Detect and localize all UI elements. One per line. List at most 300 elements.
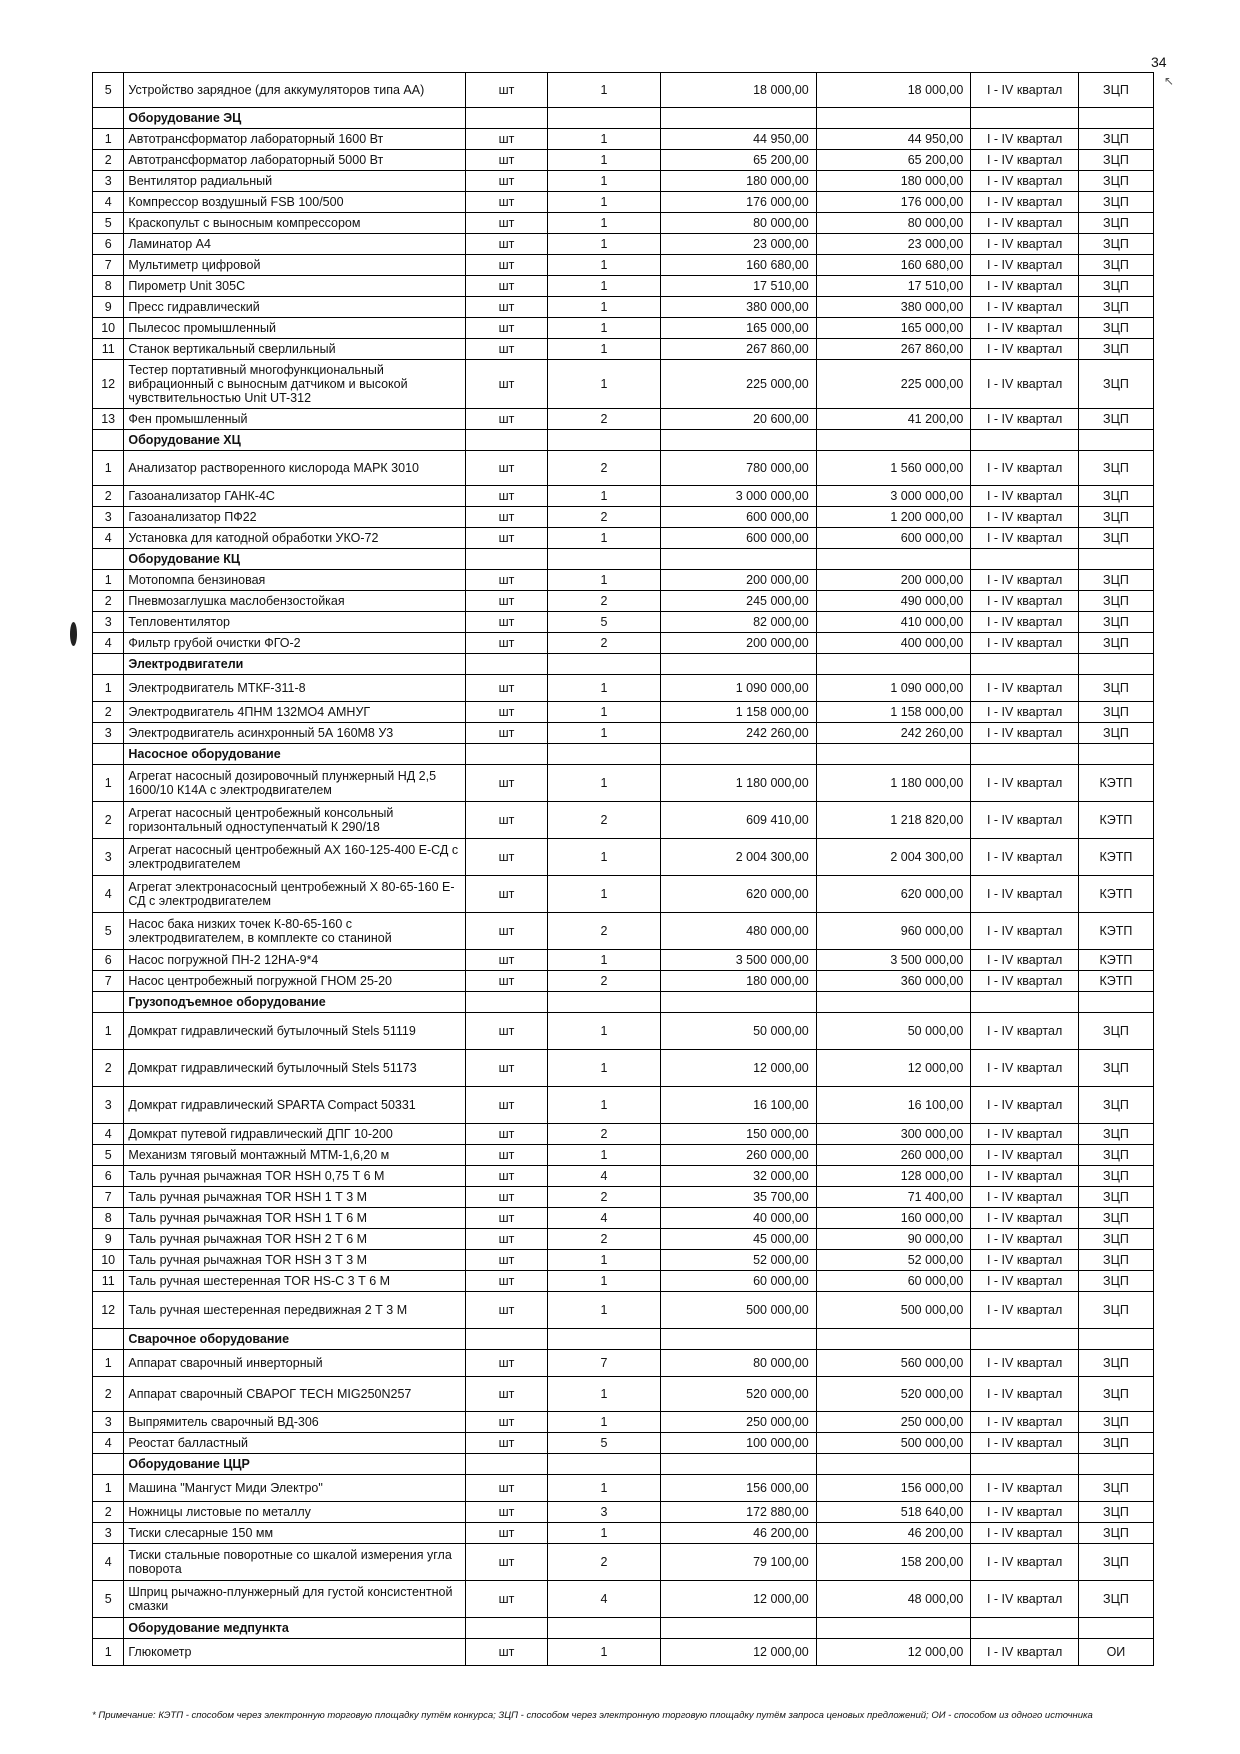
unit-price-cell: 50 000,00 [661, 1013, 817, 1050]
table-row [93, 1229, 1154, 1250]
quantity-cell: 3 [547, 1502, 660, 1523]
quantity-cell: 2 [547, 633, 660, 654]
method-cell: ЗЦП [1078, 1523, 1153, 1544]
unit-cell: шт [466, 171, 548, 192]
method-cell: ЗЦП [1078, 675, 1153, 702]
unit-cell: шт [466, 702, 548, 723]
method-cell: ЗЦП [1078, 255, 1153, 276]
period-cell: I - IV квартал [971, 723, 1079, 744]
section-title: Оборудование ЭЦ [124, 108, 466, 129]
total-cell: 1 180 000,00 [816, 765, 971, 802]
section-title: Оборудование медпункта [124, 1618, 466, 1639]
table-row [93, 633, 1154, 654]
unit-price-cell: 245 000,00 [661, 591, 817, 612]
table-row [93, 1166, 1154, 1187]
table-row [93, 765, 1154, 802]
item-name: Устройство зарядное (для аккумуляторов типа АА) [124, 73, 466, 108]
empty-cell [547, 1329, 660, 1350]
method-cell: КЭТП [1078, 876, 1153, 913]
quantity-cell: 2 [547, 1124, 660, 1145]
row-number: 3 [93, 723, 124, 744]
method-cell: ЗЦП [1078, 528, 1153, 549]
section-title: Оборудование КЦ [124, 549, 466, 570]
table-row [93, 1050, 1154, 1087]
period-cell: I - IV квартал [971, 129, 1079, 150]
quantity-cell: 1 [547, 876, 660, 913]
total-cell: 600 000,00 [816, 528, 971, 549]
quantity-cell: 1 [547, 1292, 660, 1329]
row-number: 9 [93, 1229, 124, 1250]
unit-price-cell: 160 680,00 [661, 255, 817, 276]
total-cell: 23 000,00 [816, 234, 971, 255]
empty-cell [93, 1454, 124, 1475]
unit-cell: шт [466, 297, 548, 318]
unit-cell: шт [466, 1166, 548, 1187]
method-cell: ЗЦП [1078, 360, 1153, 409]
quantity-cell: 1 [547, 234, 660, 255]
empty-cell [816, 744, 971, 765]
unit-price-cell: 79 100,00 [661, 1544, 817, 1581]
period-cell: I - IV квартал [971, 1377, 1079, 1412]
table-row [93, 1145, 1154, 1166]
procurement-table [92, 72, 1154, 1666]
unit-price-cell: 200 000,00 [661, 570, 817, 591]
method-cell: ЗЦП [1078, 1050, 1153, 1087]
period-cell: I - IV квартал [971, 1013, 1079, 1050]
quantity-cell: 1 [547, 1523, 660, 1544]
table-row [93, 276, 1154, 297]
unit-cell: шт [466, 1377, 548, 1412]
total-cell: 360 000,00 [816, 971, 971, 992]
method-cell: ЗЦП [1078, 1292, 1153, 1329]
item-name: Ламинатор А4 [124, 234, 466, 255]
quantity-cell: 2 [547, 1229, 660, 1250]
row-number: 10 [93, 1250, 124, 1271]
table-row [93, 612, 1154, 633]
table-row [93, 570, 1154, 591]
section-row [93, 1618, 1154, 1639]
item-name: Агрегат насосный центробежный АХ 160-125-400 Е-СД с электродвигателем [124, 839, 466, 876]
unit-price-cell: 176 000,00 [661, 192, 817, 213]
row-number: 1 [93, 451, 124, 486]
method-cell: КЭТП [1078, 913, 1153, 950]
item-name: Агрегат электронасосный центробежный Х 80-65-160 Е-СД с электродвигателем [124, 876, 466, 913]
unit-price-cell: 52 000,00 [661, 1250, 817, 1271]
period-cell: I - IV квартал [971, 1581, 1079, 1618]
row-number: 2 [93, 150, 124, 171]
table-row [93, 129, 1154, 150]
method-cell: ЗЦП [1078, 1087, 1153, 1124]
unit-price-cell: 780 000,00 [661, 451, 817, 486]
unit-cell: шт [466, 129, 548, 150]
total-cell: 1 218 820,00 [816, 802, 971, 839]
total-cell: 3 000 000,00 [816, 486, 971, 507]
method-cell: ЗЦП [1078, 150, 1153, 171]
unit-cell: шт [466, 528, 548, 549]
unit-cell: шт [466, 276, 548, 297]
table-row [93, 702, 1154, 723]
row-number: 13 [93, 409, 124, 430]
unit-cell: шт [466, 486, 548, 507]
unit-price-cell: 3 500 000,00 [661, 950, 817, 971]
item-name: Фильтр грубой очистки ФГО-2 [124, 633, 466, 654]
item-name: Агрегат насосный дозировочный плунжерный НД 2,5 1600/10 К14А с электродвигателем [124, 765, 466, 802]
unit-price-cell: 80 000,00 [661, 1350, 817, 1377]
method-cell: ЗЦП [1078, 1544, 1153, 1581]
method-cell: ЗЦП [1078, 297, 1153, 318]
method-cell: ЗЦП [1078, 192, 1153, 213]
method-cell: ЗЦП [1078, 1013, 1153, 1050]
table-row [93, 1271, 1154, 1292]
row-number: 2 [93, 702, 124, 723]
unit-cell: шт [466, 409, 548, 430]
empty-cell [93, 1618, 124, 1639]
unit-cell: шт [466, 612, 548, 633]
unit-price-cell: 225 000,00 [661, 360, 817, 409]
empty-cell [466, 108, 548, 129]
method-cell: КЭТП [1078, 971, 1153, 992]
empty-cell [93, 430, 124, 451]
item-name: Насос бака низких точек К-80-65-160 с электродвигателем, в комплекте со станиной [124, 913, 466, 950]
method-cell: ЗЦП [1078, 1145, 1153, 1166]
unit-cell: шт [466, 255, 548, 276]
total-cell: 1 560 000,00 [816, 451, 971, 486]
method-cell: ЗЦП [1078, 1475, 1153, 1502]
method-cell: ЗЦП [1078, 570, 1153, 591]
unit-price-cell: 165 000,00 [661, 318, 817, 339]
quantity-cell: 1 [547, 1013, 660, 1050]
method-cell: ЗЦП [1078, 507, 1153, 528]
empty-cell [661, 108, 817, 129]
table-row [93, 73, 1154, 108]
method-cell: КЭТП [1078, 950, 1153, 971]
method-cell: ЗЦП [1078, 702, 1153, 723]
method-cell: ЗЦП [1078, 276, 1153, 297]
total-cell: 225 000,00 [816, 360, 971, 409]
empty-cell [1078, 430, 1153, 451]
unit-cell: шт [466, 876, 548, 913]
unit-price-cell: 172 880,00 [661, 1502, 817, 1523]
quantity-cell: 1 [547, 723, 660, 744]
unit-cell: шт [466, 1502, 548, 1523]
row-number: 3 [93, 1087, 124, 1124]
unit-price-cell: 2 004 300,00 [661, 839, 817, 876]
table-row [93, 1581, 1154, 1618]
footnote: * Примечание: КЭТП - способом через электронную торговую площадку путём конкурса; ЗЦП - способом через электронную торговую площадку путём запроса ценовых предложений; ОИ - способом из одного источника [92, 1710, 1093, 1721]
period-cell: I - IV квартал [971, 1639, 1079, 1666]
table-row [93, 1377, 1154, 1412]
method-cell: ЗЦП [1078, 1412, 1153, 1433]
total-cell: 50 000,00 [816, 1013, 971, 1050]
table-row [93, 150, 1154, 171]
empty-cell [1078, 108, 1153, 129]
table-row [93, 675, 1154, 702]
table-row [93, 360, 1154, 409]
item-name: Автотрансформатор лабораторный 1600 Вт [124, 129, 466, 150]
unit-cell: шт [466, 1050, 548, 1087]
unit-price-cell: 16 100,00 [661, 1087, 817, 1124]
row-number: 7 [93, 971, 124, 992]
table-row [93, 1544, 1154, 1581]
item-name: Таль ручная шестеренная передвижная 2 Т 3 М [124, 1292, 466, 1329]
empty-cell [547, 654, 660, 675]
total-cell: 48 000,00 [816, 1581, 971, 1618]
table-row [93, 339, 1154, 360]
table-row [93, 1639, 1154, 1666]
unit-cell: шт [466, 1013, 548, 1050]
empty-cell [816, 1454, 971, 1475]
table-row [93, 802, 1154, 839]
unit-cell: шт [466, 1271, 548, 1292]
period-cell: I - IV квартал [971, 192, 1079, 213]
method-cell: ЗЦП [1078, 1581, 1153, 1618]
total-cell: 41 200,00 [816, 409, 971, 430]
row-number: 2 [93, 486, 124, 507]
period-cell: I - IV квартал [971, 360, 1079, 409]
row-number: 1 [93, 1013, 124, 1050]
row-number: 9 [93, 297, 124, 318]
period-cell: I - IV квартал [971, 1229, 1079, 1250]
period-cell: I - IV квартал [971, 765, 1079, 802]
period-cell: I - IV квартал [971, 1050, 1079, 1087]
empty-cell [466, 654, 548, 675]
period-cell: I - IV квартал [971, 1271, 1079, 1292]
row-number: 4 [93, 1124, 124, 1145]
section-row [93, 1454, 1154, 1475]
total-cell: 410 000,00 [816, 612, 971, 633]
row-number: 5 [93, 73, 124, 108]
total-cell: 520 000,00 [816, 1377, 971, 1412]
quantity-cell: 5 [547, 1433, 660, 1454]
row-number: 3 [93, 612, 124, 633]
quantity-cell: 1 [547, 129, 660, 150]
unit-cell: шт [466, 1412, 548, 1433]
empty-cell [466, 744, 548, 765]
empty-cell [466, 1329, 548, 1350]
empty-cell [816, 549, 971, 570]
unit-cell: шт [466, 339, 548, 360]
unit-cell: шт [466, 192, 548, 213]
total-cell: 165 000,00 [816, 318, 971, 339]
unit-cell: шт [466, 1250, 548, 1271]
quantity-cell: 1 [547, 1412, 660, 1433]
empty-cell [971, 992, 1079, 1013]
method-cell: ЗЦП [1078, 318, 1153, 339]
unit-price-cell: 17 510,00 [661, 276, 817, 297]
quantity-cell: 1 [547, 1475, 660, 1502]
section-title: Грузоподъемное оборудование [124, 992, 466, 1013]
table-row [93, 1208, 1154, 1229]
table-row [93, 409, 1154, 430]
method-cell: ЗЦП [1078, 213, 1153, 234]
unit-cell: шт [466, 1145, 548, 1166]
period-cell: I - IV квартал [971, 486, 1079, 507]
row-number: 4 [93, 633, 124, 654]
table-row [93, 1350, 1154, 1377]
unit-cell: шт [466, 360, 548, 409]
unit-cell: шт [466, 451, 548, 486]
empty-cell [93, 654, 124, 675]
quantity-cell: 1 [547, 528, 660, 549]
unit-cell: шт [466, 1475, 548, 1502]
table-row [93, 1292, 1154, 1329]
section-row [93, 430, 1154, 451]
total-cell: 560 000,00 [816, 1350, 971, 1377]
empty-cell [547, 1618, 660, 1639]
empty-cell [971, 1454, 1079, 1475]
method-cell: ЗЦП [1078, 633, 1153, 654]
empty-cell [93, 744, 124, 765]
item-name: Анализатор растворенного кислорода МАРК 3010 [124, 451, 466, 486]
unit-price-cell: 1 158 000,00 [661, 702, 817, 723]
unit-cell: шт [466, 971, 548, 992]
unit-cell: шт [466, 73, 548, 108]
item-name: Таль ручная рычажная TOR HSH 1 Т 3 М [124, 1187, 466, 1208]
row-number: 7 [93, 1187, 124, 1208]
unit-cell: шт [466, 802, 548, 839]
total-cell: 80 000,00 [816, 213, 971, 234]
empty-cell [661, 654, 817, 675]
total-cell: 180 000,00 [816, 171, 971, 192]
quantity-cell: 1 [547, 1250, 660, 1271]
empty-cell [661, 549, 817, 570]
period-cell: I - IV квартал [971, 234, 1079, 255]
period-cell: I - IV квартал [971, 802, 1079, 839]
period-cell: I - IV квартал [971, 276, 1079, 297]
row-number: 2 [93, 591, 124, 612]
table-row [93, 1124, 1154, 1145]
row-number: 3 [93, 839, 124, 876]
empty-cell [816, 1618, 971, 1639]
method-cell: ЗЦП [1078, 1124, 1153, 1145]
quantity-cell: 2 [547, 451, 660, 486]
period-cell: I - IV квартал [971, 318, 1079, 339]
unit-price-cell: 40 000,00 [661, 1208, 817, 1229]
total-cell: 71 400,00 [816, 1187, 971, 1208]
quantity-cell: 2 [547, 802, 660, 839]
unit-cell: шт [466, 1523, 548, 1544]
total-cell: 52 000,00 [816, 1250, 971, 1271]
quantity-cell: 1 [547, 675, 660, 702]
table-row [93, 528, 1154, 549]
method-cell: ЗЦП [1078, 1187, 1153, 1208]
unit-cell: шт [466, 150, 548, 171]
quantity-cell: 2 [547, 591, 660, 612]
quantity-cell: 1 [547, 765, 660, 802]
item-name: Домкрат гидравлический SPARTA Compact 50331 [124, 1087, 466, 1124]
row-number: 12 [93, 360, 124, 409]
item-name: Шприц рычажно-плунжерный для густой консистентной смазки [124, 1581, 466, 1618]
empty-cell [971, 549, 1079, 570]
total-cell: 490 000,00 [816, 591, 971, 612]
unit-price-cell: 250 000,00 [661, 1412, 817, 1433]
period-cell: I - IV квартал [971, 971, 1079, 992]
item-name: Мультиметр цифровой [124, 255, 466, 276]
empty-cell [661, 1454, 817, 1475]
item-name: Компрессор воздушный FSB 100/500 [124, 192, 466, 213]
unit-price-cell: 609 410,00 [661, 802, 817, 839]
pen-mark: ↖ [1164, 74, 1175, 88]
section-title: Оборудование ЦЦР [124, 1454, 466, 1475]
total-cell: 128 000,00 [816, 1166, 971, 1187]
unit-cell: шт [466, 1292, 548, 1329]
row-number: 8 [93, 276, 124, 297]
empty-cell [1078, 1329, 1153, 1350]
total-cell: 960 000,00 [816, 913, 971, 950]
unit-price-cell: 45 000,00 [661, 1229, 817, 1250]
item-name: Домкрат гидравлический бутылочный Stels 51119 [124, 1013, 466, 1050]
period-cell: I - IV квартал [971, 171, 1079, 192]
item-name: Пресс гидравлический [124, 297, 466, 318]
total-cell: 17 510,00 [816, 276, 971, 297]
section-title: Насосное оборудование [124, 744, 466, 765]
item-name: Тестер портативный многофункциональный вибрационный с выносным датчиком и высокой чувствительностью Unit UT-312 [124, 360, 466, 409]
item-name: Выпрямитель сварочный ВД-306 [124, 1412, 466, 1433]
item-name: Аппарат сварочный СВАРОГ TECH MIG250N257 [124, 1377, 466, 1412]
table-row [93, 1250, 1154, 1271]
total-cell: 44 950,00 [816, 129, 971, 150]
period-cell: I - IV квартал [971, 950, 1079, 971]
section-title: Сварочное оборудование [124, 1329, 466, 1350]
row-number: 3 [93, 171, 124, 192]
method-cell: ЗЦП [1078, 1250, 1153, 1271]
unit-cell: шт [466, 723, 548, 744]
period-cell: I - IV квартал [971, 913, 1079, 950]
period-cell: I - IV квартал [971, 1523, 1079, 1544]
unit-cell: шт [466, 1229, 548, 1250]
period-cell: I - IV квартал [971, 1475, 1079, 1502]
quantity-cell: 2 [547, 409, 660, 430]
unit-price-cell: 100 000,00 [661, 1433, 817, 1454]
unit-price-cell: 80 000,00 [661, 213, 817, 234]
table-row [93, 1433, 1154, 1454]
empty-cell [971, 654, 1079, 675]
total-cell: 158 200,00 [816, 1544, 971, 1581]
item-name: Электродвигатель МТКF-311-8 [124, 675, 466, 702]
period-cell: I - IV квартал [971, 1145, 1079, 1166]
quantity-cell: 1 [547, 73, 660, 108]
table-row [93, 913, 1154, 950]
quantity-cell: 2 [547, 507, 660, 528]
item-name: Пирометр Unit 305C [124, 276, 466, 297]
row-number: 1 [93, 1350, 124, 1377]
quantity-cell: 1 [547, 297, 660, 318]
row-number: 7 [93, 255, 124, 276]
unit-price-cell: 520 000,00 [661, 1377, 817, 1412]
table-row [93, 591, 1154, 612]
period-cell: I - IV квартал [971, 1292, 1079, 1329]
item-name: Краскопульт с выносным компрессором [124, 213, 466, 234]
quantity-cell: 2 [547, 913, 660, 950]
unit-cell: шт [466, 1581, 548, 1618]
row-number: 2 [93, 1050, 124, 1087]
section-title: Оборудование ХЦ [124, 430, 466, 451]
section-row [93, 108, 1154, 129]
total-cell: 250 000,00 [816, 1412, 971, 1433]
row-number: 3 [93, 1412, 124, 1433]
period-cell: I - IV квартал [971, 409, 1079, 430]
total-cell: 1 090 000,00 [816, 675, 971, 702]
total-cell: 200 000,00 [816, 570, 971, 591]
unit-cell: шт [466, 318, 548, 339]
unit-price-cell: 156 000,00 [661, 1475, 817, 1502]
unit-price-cell: 267 860,00 [661, 339, 817, 360]
unit-cell: шт [466, 1087, 548, 1124]
period-cell: I - IV квартал [971, 451, 1079, 486]
period-cell: I - IV квартал [971, 255, 1079, 276]
total-cell: 518 640,00 [816, 1502, 971, 1523]
item-name: Машина "Мангуст Миди Электро" [124, 1475, 466, 1502]
